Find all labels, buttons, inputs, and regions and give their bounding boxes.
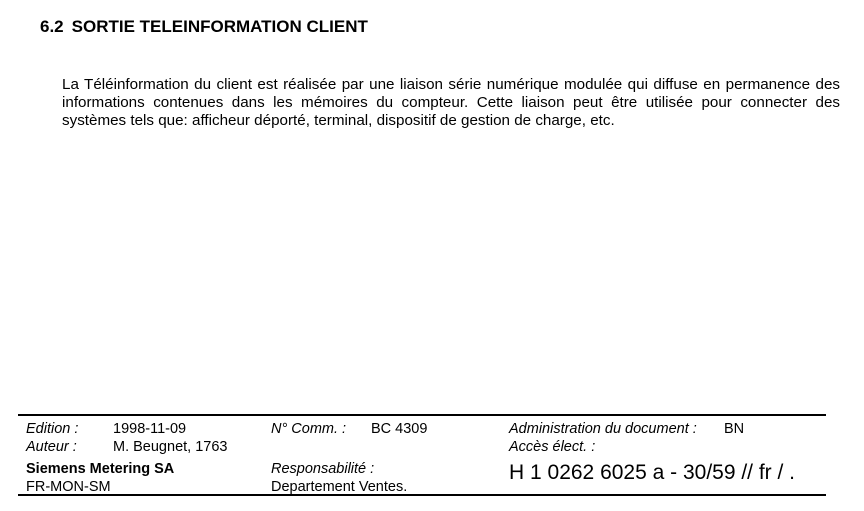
section-title: SORTIE TELEINFORMATION CLIENT xyxy=(71,17,368,36)
section-number: 6.2 xyxy=(40,17,64,36)
access-label: Accès élect. : xyxy=(509,439,596,455)
footer-bottom-rule xyxy=(18,494,826,496)
responsibility-value: Departement Ventes. xyxy=(271,479,408,495)
company-name: Siemens Metering SA xyxy=(26,461,175,477)
comm-label: N° Comm. : xyxy=(271,421,347,437)
author-value: M. Beugnet, 1763 xyxy=(113,439,228,455)
comm-value: BC 4309 xyxy=(371,421,428,437)
document-reference: H 1 0262 6025 a - 30/59 // fr / . xyxy=(509,461,796,484)
edition-value: 1998-11-09 xyxy=(113,421,187,437)
responsibility-label: Responsabilité : xyxy=(271,461,375,477)
body-paragraph: La Téléinformation du client est réalisée par une liaison série numérique modulée qui diffuse en permanence des informations contenues dans les mémoires du compteur. Cette liaison peut être utilisée pour connecter des systèmes tels que: afficheur déporté, terminal, dispositif de gestion de charge, etc. xyxy=(62,76,840,129)
section-heading xyxy=(40,17,368,37)
edition-label: Edition : xyxy=(26,421,79,437)
author-label: Auteur : xyxy=(26,439,77,455)
footer-top-rule xyxy=(18,414,826,416)
department-code: FR-MON-SM xyxy=(26,479,111,495)
admin-value: BN xyxy=(724,421,745,437)
admin-label: Administration du document : xyxy=(509,421,697,437)
